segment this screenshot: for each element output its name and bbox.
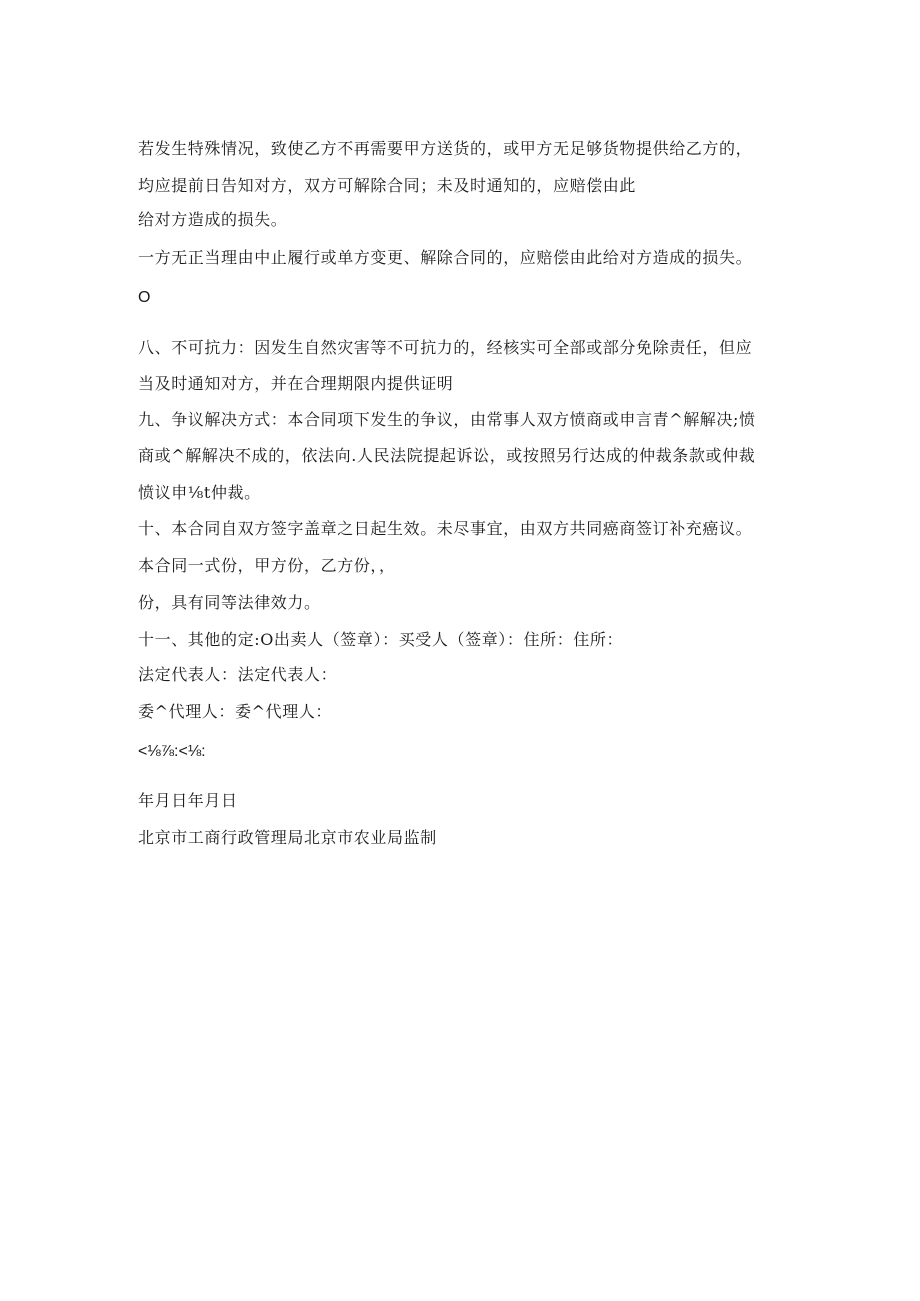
clause-9-line-2: 商或^解解决不成的，依法向.人民法院提起诉讼，或按照另行达成的仲裁条款或仲裁	[138, 446, 756, 465]
text-line-3: 给对方造成的损失。	[138, 210, 288, 229]
date-line: 年月日年月日	[138, 791, 238, 810]
clause-8-line-1: 八、不可抗力：因发生自然灾害等不可抗力的，经核实可全部或部分免除责任，但应	[138, 338, 753, 357]
text-line-4: 一方无正当理由中止履行或单方变更、解除合同的，应赔偿由此给对方造成的损失。	[138, 248, 753, 267]
clause-8-line-2: 当及时通知对方，并在合理期限内提供证明	[138, 374, 454, 393]
clause-10-line-1: 十、本合同自双方签字盖章之日起生效。未尽事宜，由双方共同癌商签订补充癌议。	[138, 519, 753, 538]
clause-9-line-3: 愤议申⅛t仲裁。	[138, 483, 261, 502]
clause-11-line: 十一、其他的定:O出卖人（签章）：买受人（签章）：住所：住所：	[138, 630, 624, 649]
garbled-line: <⅛⅞:<⅛:	[138, 743, 206, 760]
legal-representative-line: 法定代表人：法定代表人：	[138, 665, 338, 684]
text-line-5: O	[138, 289, 151, 306]
agent-line: 委^代理人：委^代理人：	[138, 702, 333, 721]
clause-10-line-3: 份，具有同等法律效力。	[138, 593, 321, 612]
clause-9-line-1: 九、争议解决方式：本合同项下发生的争议，由常事人双方愤商或申言青^解解决;愤	[138, 410, 756, 429]
text-line-2: 均应提前日告知对方，双方可解除合同；未及时通知的，应赔偿由此	[138, 176, 637, 195]
clause-10-line-2: 本合同一式份，甲方份，乙方份，，	[138, 556, 396, 575]
text-line-1: 若发生特殊情况，致使乙方不再需要甲方送货的，或甲方无足够货物提供给乙方的，	[138, 139, 753, 158]
issuer-line: 北京市工商行政管理局北京市农业局监制	[138, 828, 437, 847]
